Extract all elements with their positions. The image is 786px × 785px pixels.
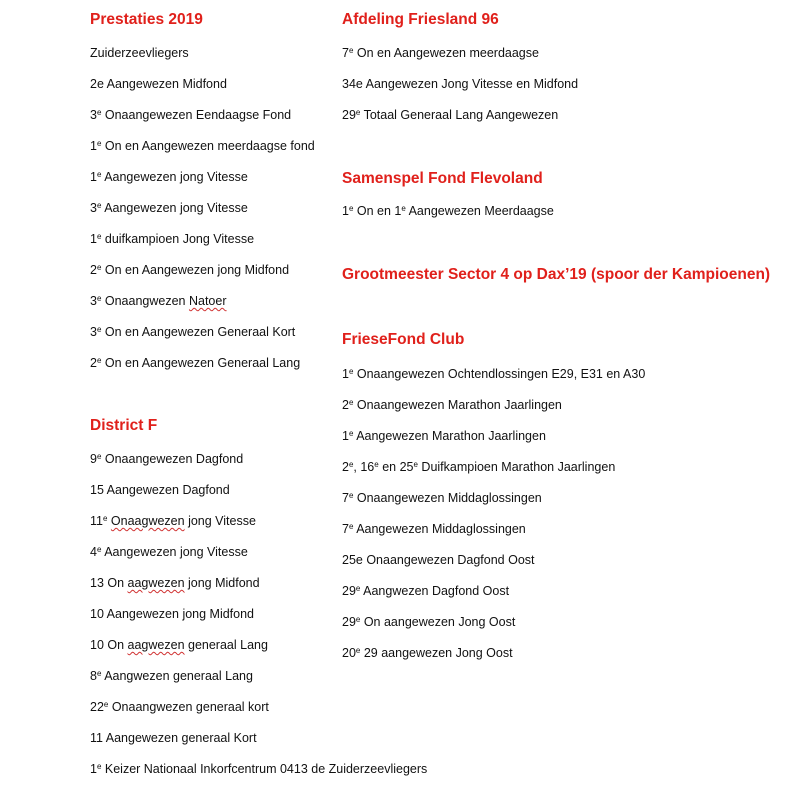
line-text: 3 <box>90 108 97 122</box>
list-item <box>90 355 300 371</box>
list-item <box>90 513 256 529</box>
list-item <box>90 231 254 247</box>
ordinal-suffix: e <box>96 356 102 365</box>
ordinal-suffix: e <box>96 108 102 117</box>
list-item <box>90 575 260 591</box>
list-item <box>90 761 427 777</box>
ordinal-suffix: e <box>96 762 102 771</box>
ordinal-suffix: e <box>348 460 354 469</box>
list-item <box>342 45 539 61</box>
ordinal-suffix: e <box>348 204 354 213</box>
ordinal-suffix: e <box>348 398 354 407</box>
ordinal-suffix: e <box>96 201 102 210</box>
line-text: Onaangwezen <box>101 294 189 308</box>
line-text: Duifkampioen Marathon Jaarlingen <box>417 460 616 474</box>
line-text: 2 <box>342 398 349 412</box>
list-item <box>342 107 558 123</box>
line-text: 1 <box>342 367 349 381</box>
line-text: Aangewezen Middaglossingen <box>353 522 526 536</box>
line-text: 1 <box>342 204 349 218</box>
list-item <box>342 366 645 382</box>
line-text: 1 <box>90 139 97 153</box>
line-text: 29 <box>342 615 356 629</box>
line-text: 7 <box>342 522 349 536</box>
list-item <box>342 521 526 537</box>
line-text: jong Midfond <box>184 576 260 590</box>
list-item <box>90 293 227 309</box>
line-text: Aangewezen jong Vitesse <box>101 545 248 559</box>
line-text: Onaangwezen generaal kort <box>108 700 269 714</box>
ordinal-suffix: e <box>374 460 379 469</box>
ordinal-suffix: e <box>96 232 102 241</box>
line-text: Onaangewezen Eendaagse Fond <box>101 108 292 122</box>
list-item <box>342 76 578 92</box>
list-item <box>90 76 227 92</box>
ordinal-suffix: e <box>96 139 102 148</box>
line-text: 3 <box>90 294 97 308</box>
line-text: On en Aangewezen jong Midfond <box>101 263 290 277</box>
list-item <box>342 428 546 444</box>
heading-grootmeester: Grootmeester Sector 4 op Dax’19 (spoor der Kampioenen) <box>342 266 771 283</box>
line-text: 4 <box>90 545 97 559</box>
ordinal-suffix: e <box>401 204 406 213</box>
line-text: 9 <box>90 452 97 466</box>
line-text: Aangewezen jong Vitesse <box>101 201 248 215</box>
ordinal-suffix: e <box>348 367 354 376</box>
line-text: On en Aangewezen Generaal Kort <box>101 325 296 339</box>
line-text: 2 <box>342 460 349 474</box>
list-item <box>90 324 295 340</box>
line-text: 3 <box>90 201 97 215</box>
list-item <box>90 730 257 746</box>
line-text: 8 <box>90 669 97 683</box>
spellcheck-word: Natoer <box>188 294 227 308</box>
line-text: Aangwezen generaal Lang <box>101 669 253 683</box>
list-item <box>90 169 248 185</box>
line-text: 25e Onaangewezen Dagfond Oost <box>342 553 535 567</box>
line-text: 11 Aangewezen generaal Kort <box>90 731 257 745</box>
spellcheck-word: Onaagwezen <box>110 514 185 528</box>
line-text: Totaal Generaal Lang Aangewezen <box>360 108 559 122</box>
ordinal-suffix: e <box>96 170 102 179</box>
line-text: en 25 <box>378 460 414 474</box>
list-item <box>90 138 315 154</box>
list-item <box>342 614 515 630</box>
list-item <box>342 203 554 219</box>
list-item <box>90 482 230 498</box>
ordinal-suffix: e <box>355 615 361 624</box>
line-text: 29 aangewezen Jong Oost <box>360 646 513 660</box>
spellcheck-word: aagwezen <box>127 638 185 652</box>
ordinal-suffix: e <box>355 108 361 117</box>
heading-district-f: District F <box>90 417 158 434</box>
heading-samenspel: Samenspel Fond Flevoland <box>342 170 543 187</box>
ordinal-suffix: e <box>348 491 354 500</box>
list-item <box>90 200 248 216</box>
line-text: Onaangewezen Middaglossingen <box>353 491 542 505</box>
line-text: On aangewezen Jong Oost <box>360 615 516 629</box>
line-text: Onaangewezen Dagfond <box>101 452 244 466</box>
list-item <box>90 107 291 123</box>
line-text: 2e Aangewezen Midfond <box>90 77 227 91</box>
line-text: Keizer Nationaal Inkorfcentrum 0413 de Zuiderzeevliegers <box>101 762 428 776</box>
line-text: 13 On <box>90 576 128 590</box>
line-text: 15 Aangewezen Dagfond <box>90 483 230 497</box>
line-text: Aangewezen Marathon Jaarlingen <box>353 429 546 443</box>
line-text: 2 <box>90 356 97 370</box>
line-text: On en Aangewezen meerdaagse fond <box>101 139 315 153</box>
ordinal-suffix: e <box>96 325 102 334</box>
ordinal-suffix: e <box>96 452 102 461</box>
list-item <box>90 668 253 684</box>
list-item <box>90 262 289 278</box>
ordinal-suffix: e <box>355 646 361 655</box>
ordinal-suffix: e <box>96 294 102 303</box>
line-text: 7 <box>342 46 349 60</box>
list-item <box>90 637 268 653</box>
line-text: Zuiderzeevliegers <box>90 46 189 60</box>
line-text: 1 <box>342 429 349 443</box>
list-item <box>342 459 615 475</box>
line-text: Onaangewezen Marathon Jaarlingen <box>353 398 562 412</box>
line-text: , 16 <box>353 460 375 474</box>
line-text: Aangewezen Meerdaagse <box>405 204 554 218</box>
line-text: generaal Lang <box>184 638 268 652</box>
line-text: Aangewezen jong Vitesse <box>101 170 248 184</box>
line-text: 1 <box>90 232 97 246</box>
list-item <box>342 552 535 568</box>
list-item <box>90 45 189 61</box>
heading-friesefond: FrieseFond Club <box>342 331 465 348</box>
list-item <box>342 397 562 413</box>
line-text: 10 On <box>90 638 128 652</box>
ordinal-suffix: e <box>355 584 361 593</box>
line-text: 22 <box>90 700 104 714</box>
line-text: 29 <box>342 108 356 122</box>
list-item <box>90 699 269 715</box>
ordinal-suffix: e <box>103 700 109 709</box>
line-text: 3 <box>90 325 97 339</box>
heading-afdeling-friesland: Afdeling Friesland 96 <box>342 11 499 28</box>
line-text: 20 <box>342 646 356 660</box>
line-text: 7 <box>342 491 349 505</box>
ordinal-suffix: e <box>348 522 354 531</box>
line-text: 34e Aangewezen Jong Vitesse en Midfond <box>342 77 579 91</box>
line-text: 1 <box>90 762 97 776</box>
ordinal-suffix: e <box>96 669 102 678</box>
list-item <box>342 645 513 661</box>
line-text: Aangwezen Dagfond Oost <box>360 584 510 598</box>
line-text: On en Aangewezen meerdaagse <box>353 46 539 60</box>
ordinal-suffix: e <box>102 514 108 523</box>
line-text: 10 Aangewezen jong Midfond <box>90 607 255 621</box>
spellcheck-word: aagwezen <box>127 576 185 590</box>
list-item <box>90 451 243 467</box>
line-text: jong Vitesse <box>184 514 256 528</box>
heading-prestaties: Prestaties 2019 <box>90 11 203 28</box>
ordinal-suffix: e <box>348 46 354 55</box>
list-item <box>90 544 248 560</box>
line-text: 2 <box>90 263 97 277</box>
line-text: duifkampioen Jong Vitesse <box>101 232 255 246</box>
list-item <box>342 490 542 506</box>
line-text: Onaangewezen Ochtendlossingen E29, E31 en A30 <box>353 367 646 381</box>
ordinal-suffix: e <box>96 545 102 554</box>
line-text: 29 <box>342 584 356 598</box>
line-text: On en 1 <box>353 204 402 218</box>
ordinal-suffix: e <box>413 460 418 469</box>
ordinal-suffix: e <box>96 263 102 272</box>
list-item <box>90 606 254 622</box>
line-text: 11 <box>90 514 103 528</box>
ordinal-suffix: e <box>348 429 354 438</box>
line-text: 1 <box>90 170 97 184</box>
list-item <box>342 583 509 599</box>
line-text: On en Aangewezen Generaal Lang <box>101 356 301 370</box>
